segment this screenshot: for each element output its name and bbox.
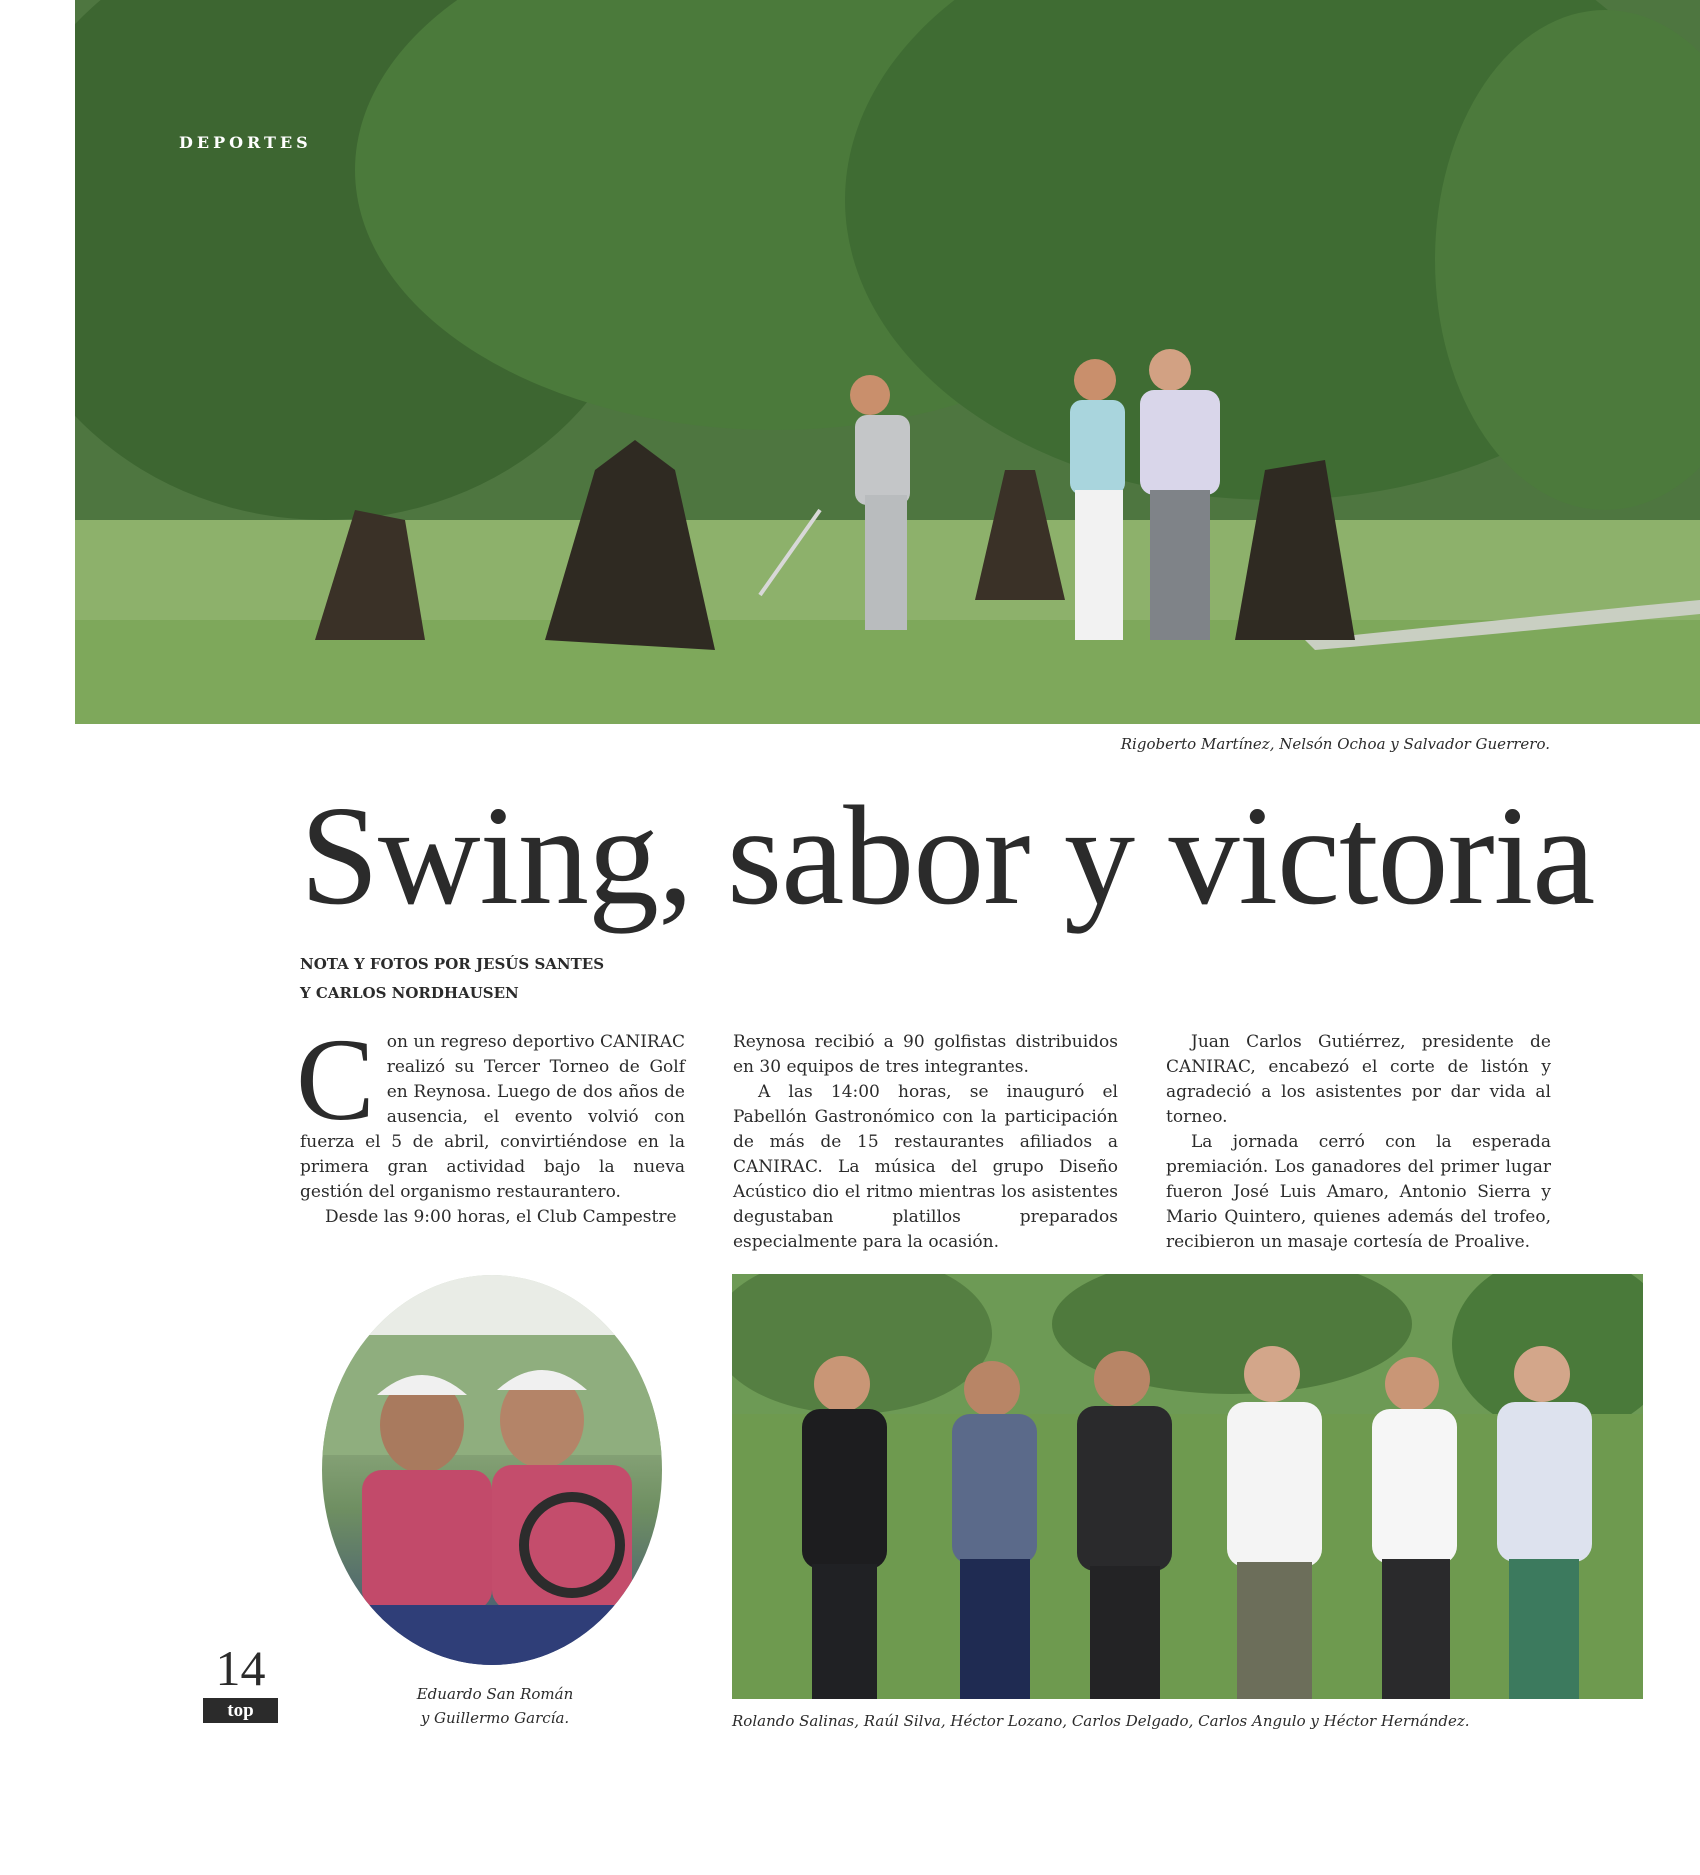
- golf-cart-illustration: [322, 1275, 662, 1665]
- article-paragraph: La jornada cerró con la esperada premiación. Los ganadores del primer lugar fueron José Luis Amaro, Antonio Sierra y Mario Quintero, quienes además del trofeo, recibieron un masaje cortesía de Proalive.: [1166, 1132, 1551, 1252]
- section-label: DEPORTES: [179, 133, 312, 152]
- round-photo: [322, 1275, 662, 1665]
- group-photo: [732, 1274, 1643, 1699]
- article-paragraph: Reynosa recibió a 90 golfistas distribuidos en 30 equipos de tres integrantes.: [733, 1032, 1118, 1077]
- article-paragraph: [296, 1014, 685, 1205]
- byline-line-2: Y CARLOS NORDHAUSEN: [300, 984, 519, 1002]
- page-title: Swing, sabor y victoria: [300, 776, 1595, 934]
- article-column-3: [1166, 1030, 1551, 1255]
- hero-caption: Rigoberto Martínez, Nelsón Ochoa y Salvador Guerrero.: [1120, 735, 1550, 753]
- round-caption-line-2: y Guillermo García.: [420, 1709, 570, 1727]
- article-text: on un regreso deportivo CANIRAC realizó su Tercer Torneo de Golf en Reynosa. Luego de dos años de ausencia, el evento volvió con fuerza el 5 de abril, convirtiéndose en la primera gran actividad bajo la nueva gestión del organismo restaurantero.: [300, 1032, 685, 1202]
- article-column-1: [296, 1014, 685, 1230]
- page-number: 14: [215, 1640, 266, 1696]
- round-caption-line-1: Eduardo San Román: [416, 1685, 574, 1703]
- golf-course-illustration: [75, 0, 1700, 724]
- article-column-2: [733, 1030, 1118, 1255]
- round-photo-caption: [405, 1682, 585, 1730]
- hero-photo: [75, 0, 1700, 724]
- article-paragraph: A las 14:00 horas, se inauguró el Pabellón Gastronómico con la participación de más de 15 restaurantes afiliados a CANIRAC. La música del grupo Diseño Acústico dio el ritmo mientras los asistentes degustaban platillos preparados especialmente para la ocasión.: [733, 1082, 1118, 1252]
- page-tag: top: [203, 1698, 278, 1723]
- article-paragraph: Desde las 9:00 horas, el Club Campestre: [325, 1207, 677, 1227]
- group-photo-caption: Rolando Salinas, Raúl Silva, Héctor Lozano, Carlos Delgado, Carlos Angulo y Héctor Hernández.: [732, 1712, 1470, 1730]
- dropcap: C: [296, 1014, 375, 1145]
- byline-line-1: NOTA Y FOTOS POR JESÚS SANTES: [300, 955, 605, 973]
- article-paragraph: Juan Carlos Gutiérrez, presidente de CANIRAC, encabezó el corte de listón y agradeció a los asistentes por dar vida al torneo.: [1166, 1032, 1551, 1127]
- byline: [300, 950, 604, 1008]
- golfers-group-illustration: [732, 1274, 1643, 1699]
